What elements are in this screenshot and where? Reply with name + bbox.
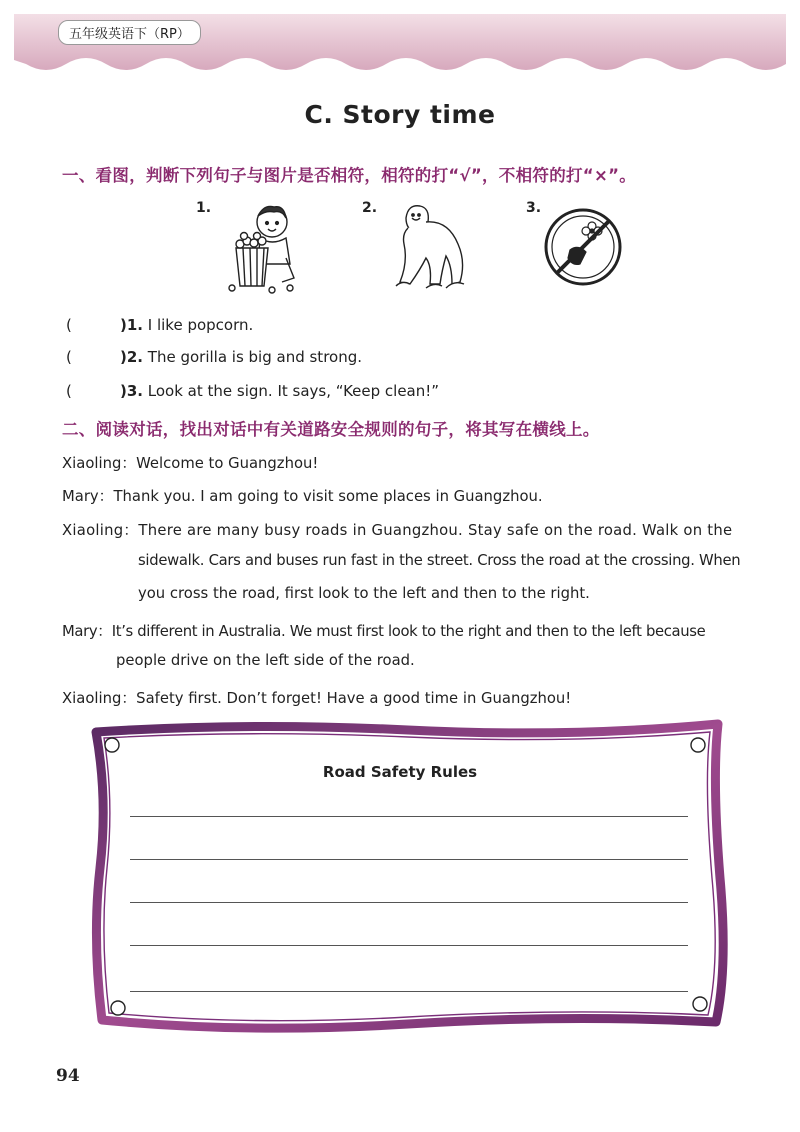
answer-line[interactable] [130, 816, 688, 817]
picture-number-1: 1. [196, 200, 212, 216]
answer-line[interactable] [130, 945, 688, 946]
speaker: Xiaoling： [62, 690, 137, 707]
picture-number-3: 3. [526, 200, 542, 216]
item-number: )1. [120, 316, 143, 334]
page-number: 94 [56, 1066, 80, 1086]
speech: There are many busy roads in Guangzhou. Stay safe on the road. Walk on the [138, 522, 733, 539]
dialogue-line-2 [62, 485, 543, 506]
no-picking-flowers-sign [542, 206, 624, 288]
dialogue-line-4 [62, 620, 705, 641]
speaker: Xiaoling： [62, 455, 137, 472]
dialogue-continuation: people drive on the left side of the road. [116, 652, 415, 669]
part2-instruction: 二、阅读对话，找出对话中有关道路安全规则的句子，将其写在横线上。 [62, 420, 600, 439]
picture-number-2: 2. [362, 200, 378, 216]
boy-popcorn-picture [224, 198, 304, 296]
tf-item-3 [66, 382, 439, 400]
dialogue-line-3 [62, 519, 732, 540]
answer-line[interactable] [130, 902, 688, 903]
dialogue-line-5 [62, 687, 571, 708]
section-title: C. Story time [304, 100, 496, 129]
answer-line[interactable] [130, 859, 688, 860]
speech: Welcome to Guangzhou! [136, 455, 319, 472]
dialogue-continuation: you cross the road, first look to the left and then to the right. [138, 585, 590, 602]
speaker: Mary： [62, 623, 112, 640]
road-safety-rules-title: Road Safety Rules [322, 763, 478, 781]
speaker: Mary： [62, 488, 114, 505]
gorilla-picture [386, 200, 472, 296]
speaker: Xiaoling： [62, 522, 139, 539]
answer-blank[interactable]: ( [66, 382, 72, 400]
item-number: )2. [120, 348, 143, 366]
answer-blank[interactable]: ( [66, 348, 72, 366]
item-text: I like popcorn. [147, 316, 254, 334]
answer-blank[interactable]: ( [66, 316, 72, 334]
item-number: )3. [120, 382, 143, 400]
speech: Safety first. Don’t forget! Have a good time in Guangzhou! [136, 690, 572, 707]
speech: It’s different in Australia. We must first look to the right and then to the left because [111, 623, 706, 640]
dialogue-continuation: sidewalk. Cars and buses run fast in the street. Cross the road at the crossing. When [138, 552, 741, 569]
tf-item-1 [66, 316, 253, 334]
answer-line[interactable] [130, 991, 688, 992]
item-text: The gorilla is big and strong. [147, 348, 362, 366]
item-text: Look at the sign. It says, “Keep clean!” [147, 382, 440, 400]
part1-instruction: 一、看图，判断下列句子与图片是否相符，相符的打“√”，不相符的打“×”。 [62, 166, 637, 185]
speech: Thank you. I am going to visit some places in Guangzhou. [113, 488, 543, 505]
book-label: 五年级英语下（RP） [58, 20, 201, 45]
dialogue-line-1 [62, 452, 318, 473]
tf-item-2 [66, 348, 362, 366]
